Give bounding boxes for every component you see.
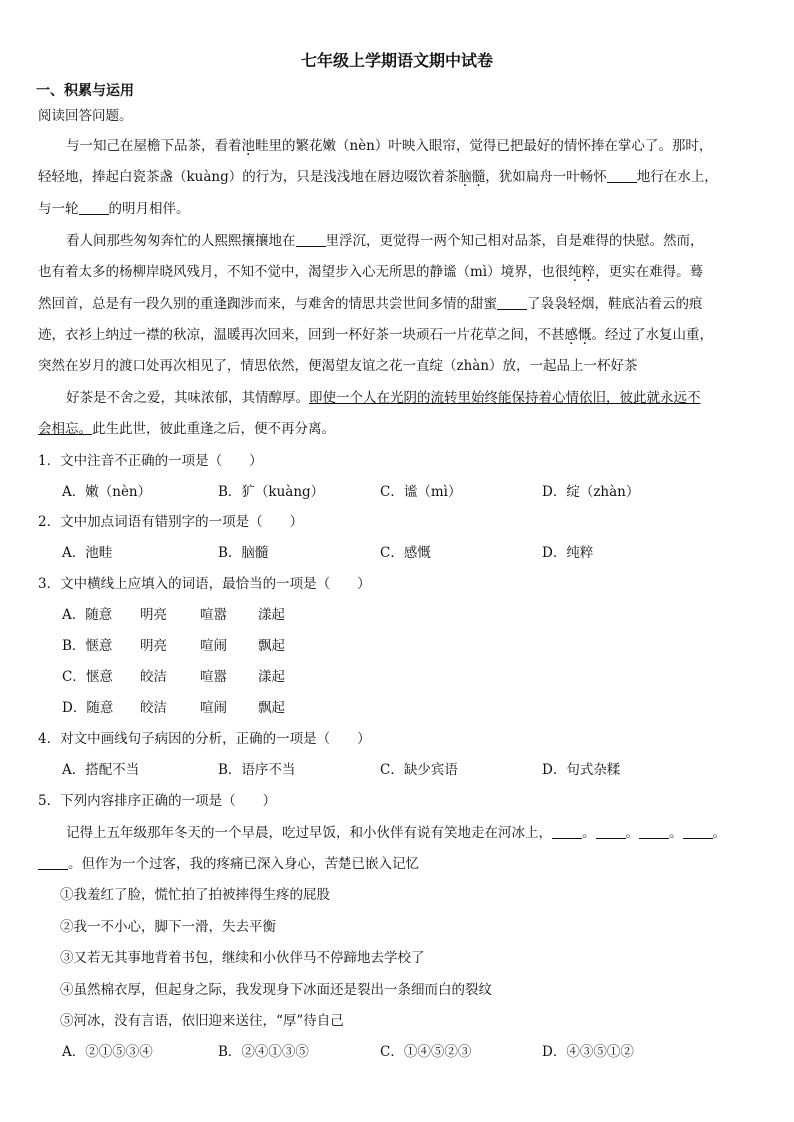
dotted-char: 慨	[578, 327, 592, 343]
question-options	[62, 760, 742, 780]
dotted-char: 髓	[471, 169, 486, 185]
fill-blank[interactable]	[79, 200, 109, 215]
option-b[interactable]: B．语序不当	[218, 762, 296, 778]
fill-blank[interactable]	[296, 232, 326, 247]
fill-blank[interactable]	[38, 855, 68, 870]
instruction-text: 阅读回答问题。	[38, 108, 133, 124]
option-c[interactable]: C．缺少宾语	[380, 762, 458, 778]
option-a[interactable]: A．嫩（nèn）	[62, 484, 152, 500]
passage-line: 与一轮 的明月相伴。	[38, 201, 190, 217]
passage-line: 也有着太多的杨柳岸晓风残月，不知不觉中，渴望步入心无所思的静谧（mì）境界，也很纯粹，更实在难得。蓦	[38, 264, 704, 280]
option-a[interactable]: A．池畦	[62, 545, 113, 561]
fill-blank[interactable]	[552, 824, 582, 839]
passage-line: 与一知己在屋檐下品茶，看着池畦里的繁花嫩（nèn）叶映入眼帘，觉得已把最好的情怀捧在掌心了。那时，	[66, 138, 713, 154]
option-d[interactable]: D．句式杂糅	[542, 762, 621, 778]
passage-line: 迹，衣衫上纳过一襟的秋凉，温暖再次回来，回到一杯好茶一块顽石一片花草之间，不甚感慨。经过了水复山重，	[38, 327, 713, 343]
question-stem: 3．文中横线上应填入的词语，最恰当的一项是（ ）	[38, 576, 371, 592]
fill-blank[interactable]	[497, 295, 527, 310]
passage-line: 记得上五年级那年冬天的一个早晨，吃过早饭，和小伙伴有说有笑地走在河冰上， 。 。 。 。	[66, 825, 726, 841]
option-a[interactable]: A．②①⑤③④	[62, 1044, 153, 1060]
question-options	[62, 1042, 742, 1062]
passage-line: 会相忘。此生此世，彼此重逢之后，便不再分离。	[38, 421, 335, 437]
list-item: ⑤河冰，没有言语，依旧迎来送往，“厚”待自己	[60, 1013, 344, 1029]
option-b[interactable]: B．②④①③⑤	[218, 1044, 309, 1060]
option-c[interactable]: C．谧（mì）	[380, 484, 462, 500]
option-b[interactable]: B．犷（kuàng）	[218, 484, 325, 500]
fill-blank[interactable]	[639, 824, 669, 839]
list-item: ②我一不小心，脚下一滑，失去平衡	[60, 919, 276, 935]
section-heading: 一、积累与运用	[36, 83, 134, 99]
list-item: ③又若无其事地背着书包，继续和小伙伴马不停蹄地去学校了	[60, 950, 425, 966]
fill-blank[interactable]	[683, 824, 713, 839]
list-item: ④虽然棉衣厚，但起身之际，我发现身下冰面还是裂出一条细而白的裂纹	[60, 982, 492, 998]
option-d[interactable]: D．纯粹	[542, 545, 594, 561]
list-item: ①我羞红了脸，慌忙拍了拍被摔得生疼的屁股	[60, 887, 330, 903]
option-d[interactable]: D．④③⑤①②	[542, 1044, 634, 1060]
fill-blank[interactable]	[596, 824, 626, 839]
passage-line: 轻轻地，捧起白瓷茶盏（kuàng）的行为，只是浅浅地在唇边啜饮着茶脑髓，犹如扁舟一叶畅怀 地行在水上，	[38, 169, 718, 185]
passage-line: 看人间那些匆匆奔忙的人熙熙攘攘地在 里浮沉，更觉得一两个知己相对品茶，自是难得的快慰。然而，	[66, 233, 704, 249]
passage-line: 好茶是不舍之爱，其味浓郁，其情醇厚。即使一个人在光阴的流转里始终能保持着心情依旧，彼此就永远不	[66, 390, 701, 406]
dotted-char: 脑	[458, 169, 472, 185]
question-stem: 5．下列内容排序正确的一项是（ ）	[38, 793, 277, 809]
dotted-char: 纯	[568, 264, 582, 280]
option-d[interactable]: D．绽（zhàn）	[542, 484, 640, 500]
exam-page: 七年级上学期语文期中试卷 一、积累与运用 阅读回答问题。 与一知己在屋檐下品茶，看着池畦里的繁花嫩（nèn）叶映入眼帘，觉得已把最好的情怀捧在掌心了。那时， 轻轻地，捧起白瓷茶盏（kuàng）的行为，只是浅浅地在唇边啜饮着茶脑髓，犹如扁舟一叶畅怀 地行在水上， 与一轮 的明月相伴。 看人间那些匆匆奔忙的人熙熙攘攘地在 里浮沉，更觉得一两个知己相对品茶，自是难得的快慰。然而， 也有着太多的杨柳岸晓风残月，不知不觉中，渴望步入心无所思的静谧（mì）境界，也很纯粹，更实在难得。蓦 然回首，总是有一段久别的重逢踟涉而来，与难舍的情思共尝世间多情的甜蜜 了袅袅轻烟，鞋底沾着云的痕 迹，衣衫上纳过一襟的秋凉，温暖再次回来，回到一杯好茶一块顽石一片花草之间，不甚感慨。经过了水复山重， 突然在岁月的渡口处再次相见了，情思依然，便渴望友谊之花一直绽（zhàn）放，一起品上一杯好茶 好茶是不舍之爱，其味浓郁，其情醇厚。即使一个人在光阴的流转里始终能保持着心情依旧，彼此就永远不 会相忘。此生此世，彼此重逢之后，便不再分离。 1．文中注音不正确的一项是（ ） A．嫩（nèn） B．犷（kuàng） C．谧（mì） D．绽（zhàn） 2．文中加点词语有错别字的一项是（ ） A．池畦 B．脑髓 C．感慨 D．纯粹 3．文中横线上应填入的词语，最恰当的一项是（ ） A．随意 明亮 喧嚣 漾起 B．惬意 明亮 喧闹 飘起 C．惬意 皎洁 喧嚣 漾起 D．随意 皎洁 喧闹 飘起 4．对文中画线句子病因的分析，正确的一项是（ ） A．搭配不当 B．语序不当 C．缺少宾语 D．句式杂糅 5．下列内容排序正确的一项是（ ） 记得上五年级那年冬天的一个早晨，吃过早饭，和小伙伴有说有笑地走在河冰上， 。 。 。 。 。但作为一个过客，我的疼痛已深入身心，苦楚已嵌入记忆 ①我羞红了脸，慌忙拍了拍被摔得生疼的屁股 ②我一不小心，脚下一滑，失去平衡 ③又若无其事地背着书包，继续和小伙伴马不停蹄地去学校了 ④虽然棉衣厚，但起身之际，我发现身下冰面还是裂出一条细而白的裂纹 ⑤河冰，没有言语，依旧迎来送往，“厚”待自己 A．②①⑤③④ B．②④①③⑤ C．①④⑤②③ D．④③⑤①②	[0, 0, 794, 1122]
question-stem: 1．文中注音不正确的一项是（ ）	[38, 453, 263, 469]
underlined-sentence: 即使一个人在光阴的流转里始终能保持着心情依旧，彼此就永远不	[309, 390, 701, 406]
dotted-char: 池	[241, 138, 255, 154]
passage-line: 突然在岁月的渡口处再次相见了，情思依然，便渴望友谊之花一直绽（zhàn）放，一起品上一杯好茶	[38, 358, 638, 374]
dotted-char: 感	[564, 327, 578, 343]
option-a[interactable]: A．搭配不当	[62, 762, 140, 778]
option-c[interactable]: C．感慨	[380, 545, 431, 561]
option-b[interactable]: B．脑髓	[218, 545, 269, 561]
passage-line: 。但作为一个过客，我的疼痛已深入身心，苦楚已嵌入记忆	[38, 854, 758, 874]
question-stem: 4．对文中画线句子病因的分析，正确的一项是（ ）	[38, 731, 371, 747]
underlined-sentence: 会相忘。	[38, 421, 92, 437]
exam-title: 七年级上学期语文期中试卷	[300, 51, 493, 70]
fill-blank[interactable]	[607, 168, 637, 183]
question-options	[62, 482, 742, 502]
dotted-char: 粹	[581, 264, 596, 280]
passage-line: 然回首，总是有一段久别的重逢踟涉而来，与难舍的情思共尝世间多情的甜蜜 了袅袅轻烟，鞋底沾着云的痕	[38, 296, 703, 312]
question-stem: 2．文中加点词语有错别字的一项是（ ）	[38, 514, 304, 530]
question-options	[62, 543, 742, 563]
option-c[interactable]: C．①④⑤②③	[380, 1044, 472, 1060]
